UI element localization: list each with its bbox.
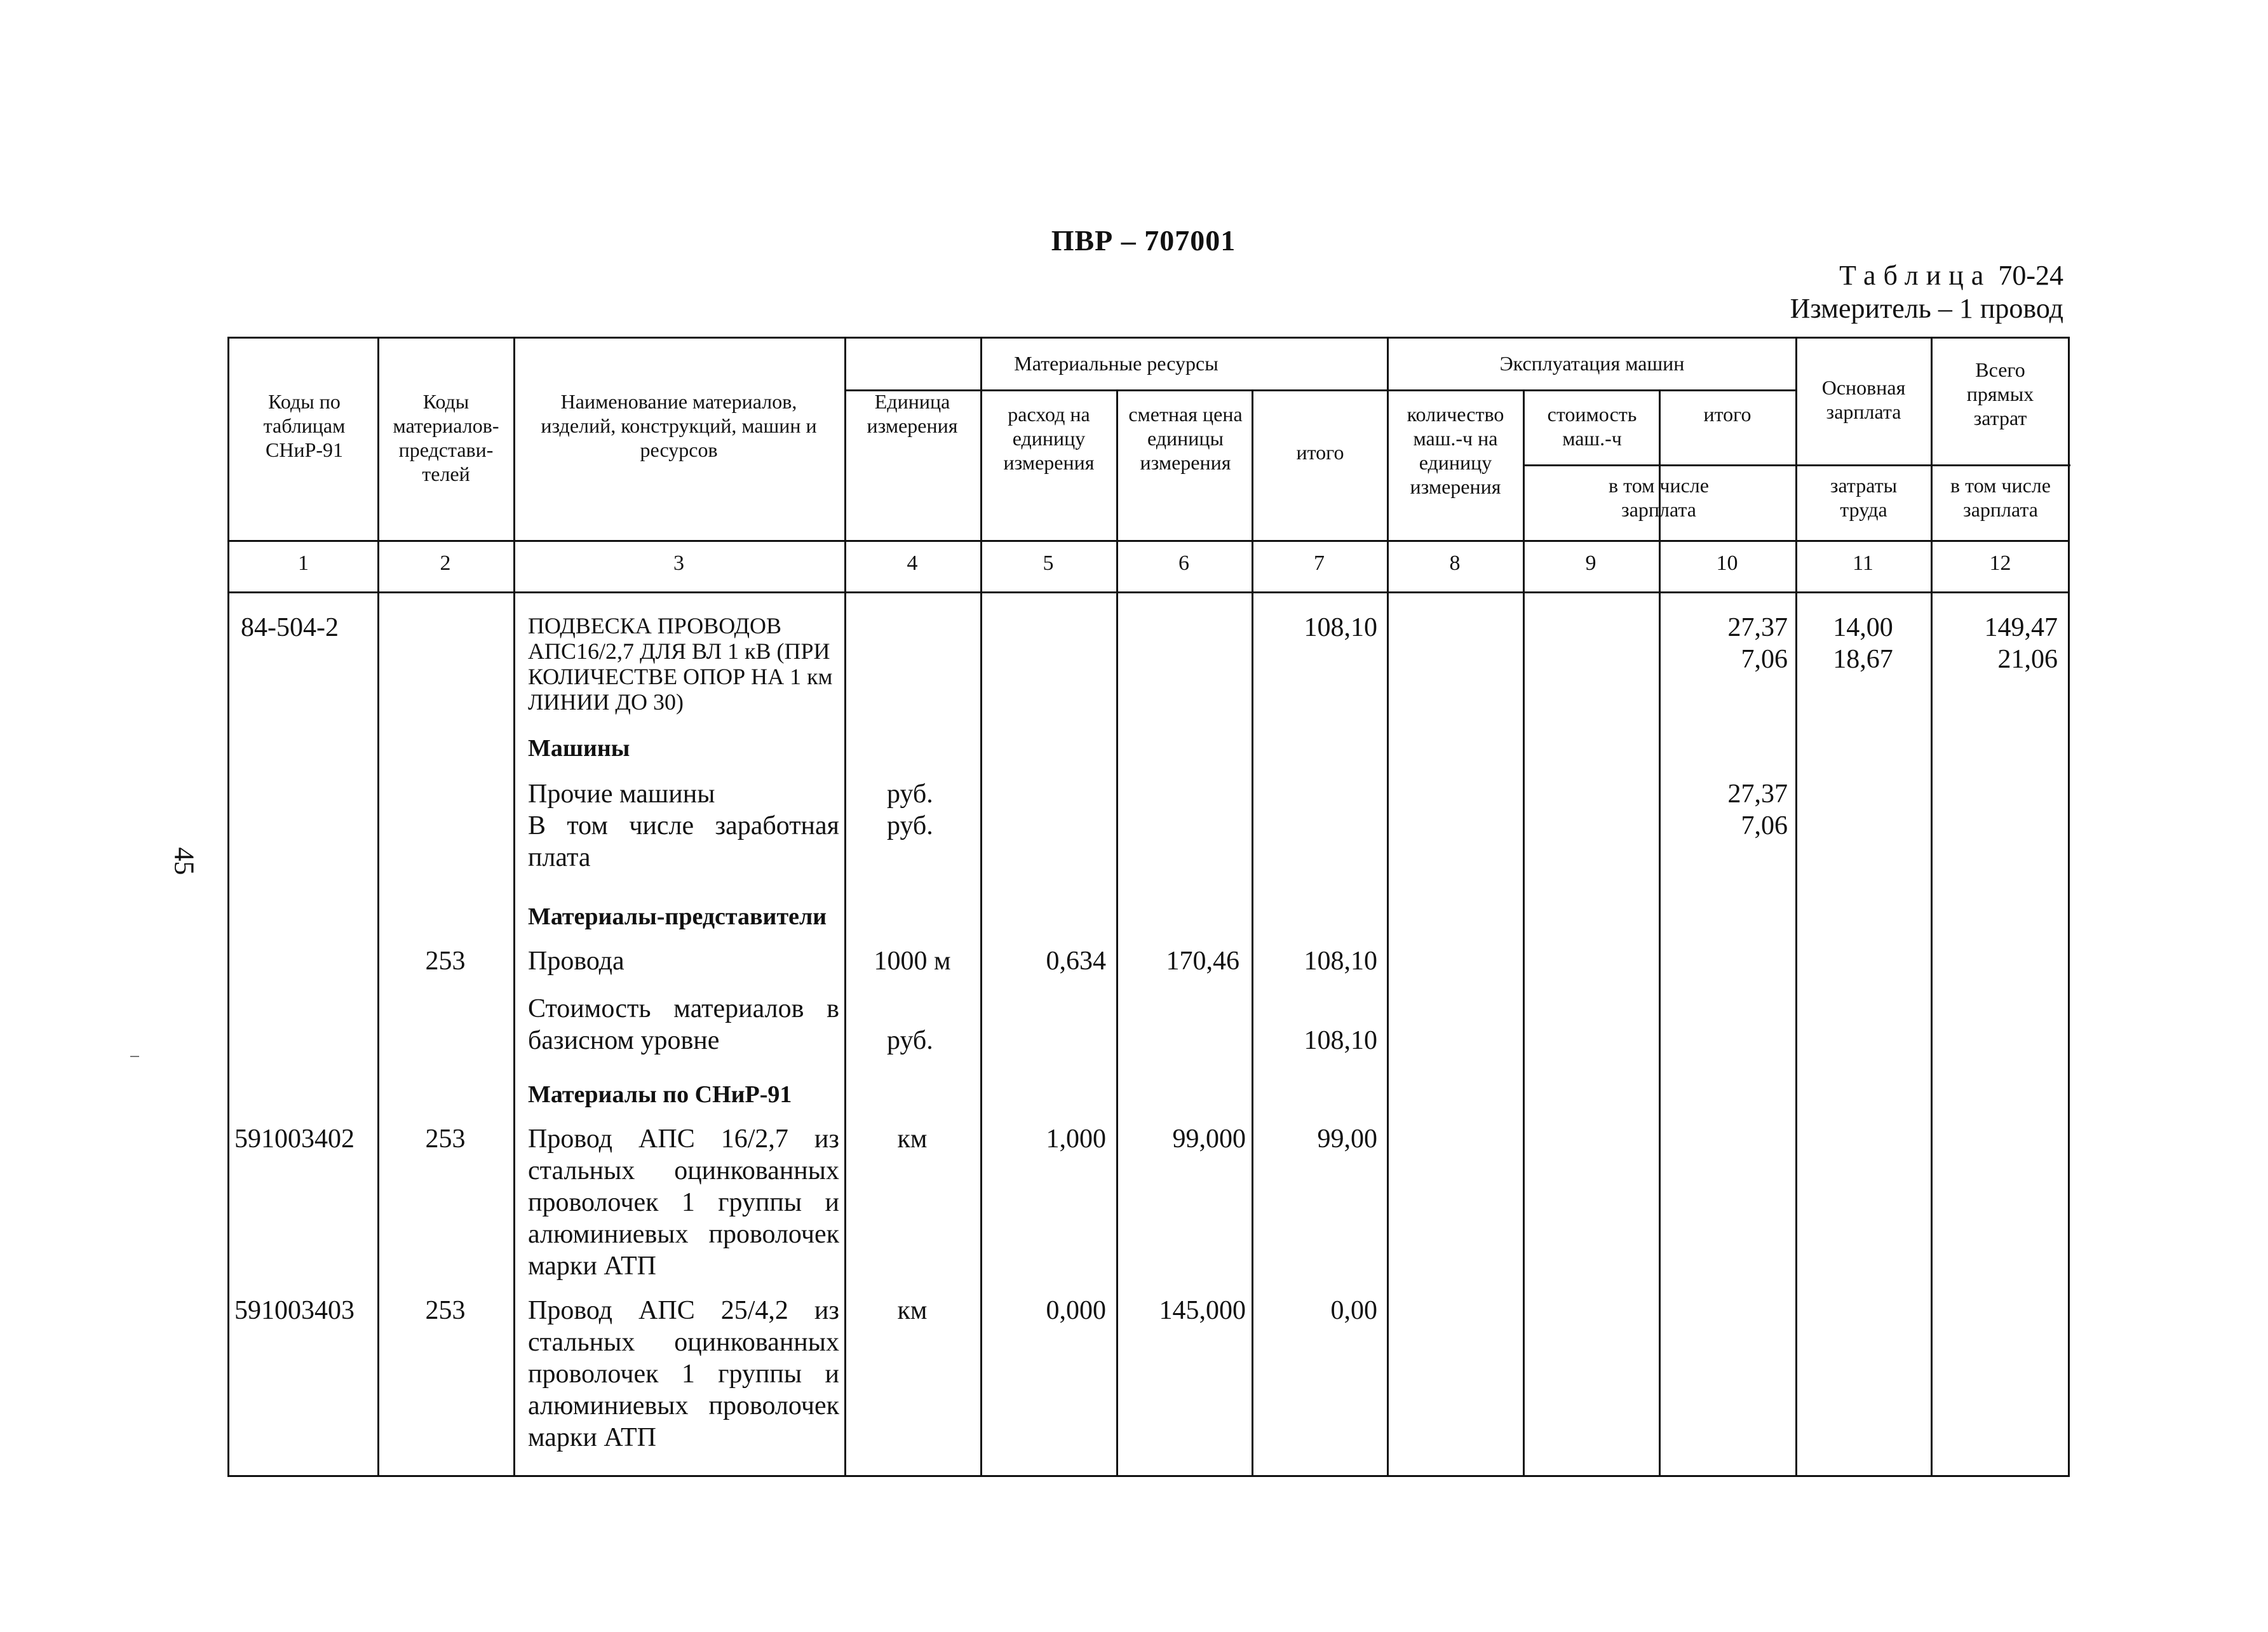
row-main-name: ПОДВЕСКА ПРОВОДОВ АПС16/2,7 ДЛЯ ВЛ 1 кВ (ПРИ КОЛИЧЕСТВЕ ОПОР НА 1 км ЛИНИИ ДО 30) [528, 613, 833, 715]
header-name: Наименование материалов, изделий, конструкций, машин и ресурсов [541, 390, 817, 461]
row-wires-price: 170,46 [1166, 947, 1239, 976]
row-aps25-total: 0,00 [1330, 1296, 1377, 1325]
row-other-machines-total: 27,37 [1727, 779, 1788, 809]
col-divider-4 [980, 339, 982, 1477]
row-main-machine-wage: 7,06 [1741, 645, 1788, 674]
page-number: 45 [168, 847, 200, 875]
row-main-direct-total: 149,47 [1984, 613, 2058, 642]
header-machine-hours: количество маш.-ч на единицу измерения [1407, 403, 1504, 498]
row-other-machines-name: Прочие машины [528, 779, 715, 809]
header-unit: Единица измерения [867, 390, 958, 437]
row-main-direct-wage: 21,06 [1997, 645, 2058, 674]
header-total-direct: Всего прямых затрат [1966, 358, 2034, 429]
col-number: 11 [1853, 551, 1873, 575]
row-wage-total: 7,06 [1741, 811, 1788, 840]
header-consumption: расход на единицу измерения [1003, 403, 1095, 474]
header-snir-codes: Коды по таблицам СНиР-91 [263, 390, 346, 461]
row-aps25-material-code: 253 [425, 1296, 466, 1325]
col-divider-2 [513, 339, 515, 1477]
row-other-machines-unit: руб. [887, 779, 933, 809]
number-row-line [229, 591, 2070, 593]
header-material-resources: Материальные ресурсы [1014, 352, 1218, 375]
col-divider-10 [1795, 339, 1797, 1477]
row-main-material-total: 108,10 [1304, 613, 1377, 642]
row-aps25-code: 591003403 [234, 1296, 354, 1325]
header-machine-total: итого [1703, 403, 1752, 426]
row-aps16-price: 99,000 [1172, 1124, 1246, 1154]
section-materials: Материалы-представители [528, 903, 827, 930]
row-aps25-name: Провод АПС 25/4,2 из стальных оцинкованных проволочек 1 группы и алюминиевых проволочек марки АТП [528, 1296, 839, 1452]
row-aps25-consumption: 0,000 [1046, 1296, 1106, 1325]
row-main-labor-costs: 18,67 [1833, 645, 1893, 674]
col-divider-11 [1931, 339, 1933, 1477]
row-wires-name: Провода [528, 947, 624, 976]
row-aps16-code: 591003402 [234, 1124, 354, 1154]
group-header-line [844, 389, 1795, 391]
row-aps16-unit: км [897, 1124, 928, 1154]
row-main-code: 84-504-2 [241, 613, 339, 642]
row-wires-code: 253 [425, 947, 466, 976]
row-aps16-name: Провод АПС 16/2,7 из стальных оцинкованных проволочек 1 группы и алюминиевых проволочек марки АТП [528, 1124, 839, 1281]
row-aps25-price: 145,000 [1159, 1296, 1246, 1325]
row-main-base-wage: 14,00 [1833, 613, 1893, 642]
section-snir-materials: Материалы по СНиР-91 [528, 1081, 792, 1108]
col-number: 12 [1989, 551, 2011, 575]
row-aps16-total: 99,00 [1317, 1124, 1377, 1154]
row-aps25-unit: км [897, 1296, 928, 1325]
col-number: 9 [1585, 551, 1596, 575]
header-machine-operation: Эксплуатация машин [1499, 352, 1685, 375]
col-number: 2 [440, 551, 451, 575]
section-machines: Машины [528, 735, 630, 762]
row-main-machine-total: 27,37 [1727, 613, 1788, 642]
row-aps16-consumption: 1,000 [1046, 1124, 1106, 1154]
row-base-cost-total: 108,10 [1304, 1026, 1377, 1055]
row-wires-consumption: 0,634 [1046, 947, 1106, 976]
col-number: 3 [673, 551, 684, 575]
header-base-wage: Основная зарплата [1821, 376, 1906, 423]
header-machine-hour-cost: стоимость маш.-ч [1547, 403, 1637, 450]
resource-table [227, 337, 2070, 1477]
margin-mark [130, 1056, 139, 1057]
row-aps16-material-code: 253 [425, 1124, 466, 1154]
page-title: ПВР – 707001 [1051, 224, 1236, 257]
col-number: 7 [1314, 551, 1325, 575]
col-number: 4 [907, 551, 918, 575]
header-machine-wage: в том числе зарплата [1609, 474, 1709, 521]
header-labor-costs: затраты труда [1830, 474, 1898, 521]
row-wage-unit: руб. [887, 811, 933, 840]
col-number: 10 [1716, 551, 1738, 575]
col-number: 8 [1449, 551, 1461, 575]
col-number: 5 [1043, 551, 1054, 575]
row-base-cost-unit: руб. [887, 1026, 933, 1055]
header-material-codes: Коды материалов-представи-телей [393, 390, 499, 485]
col-number: 1 [298, 551, 309, 575]
measure-label: Измеритель – 1 провод [1790, 293, 2063, 324]
header-material-total: итого [1296, 441, 1344, 464]
header-total-wage: в том числе зарплата [1950, 474, 2051, 521]
header-bottom-line [229, 540, 2070, 542]
col-number: 6 [1178, 551, 1189, 575]
row-base-cost-name: Стоимость материалов в базисном уровне [528, 994, 839, 1055]
row-wires-total: 108,10 [1304, 947, 1377, 976]
header-estimated-price: сметная цена единицы измерения [1128, 403, 1243, 474]
row-wires-unit: 1000 м [874, 947, 951, 976]
col-divider-7 [1387, 339, 1389, 1477]
table-number: 70-24 [1998, 260, 2063, 291]
table-caption: Таблица [1839, 260, 1992, 291]
sub-header-line [1523, 464, 2070, 466]
table-label [1790, 259, 2063, 325]
row-wage-name: В том числе заработная плата [528, 811, 839, 872]
